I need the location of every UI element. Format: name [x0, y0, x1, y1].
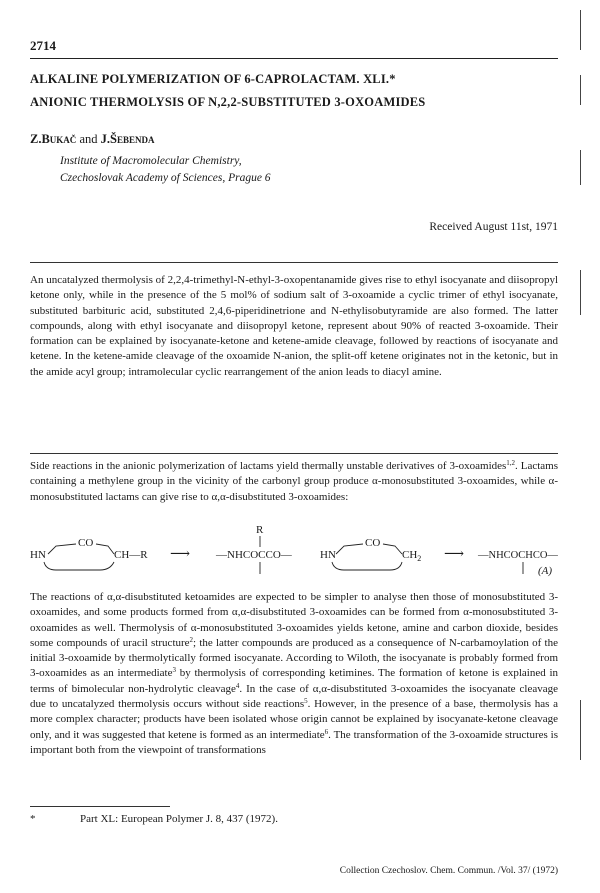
body-text-3: by thermolysis of corresponding ketimines. The formation of ketone is explained in terms of bimolecular non-hydrolytic cleavage	[30, 667, 558, 695]
author-conjunction: and	[76, 132, 101, 146]
received-date: Received August 11st, 1971	[429, 221, 558, 233]
page-number: 2714	[30, 38, 56, 53]
scan-margin-marks	[580, 0, 586, 893]
header-rule	[30, 58, 558, 59]
scheme-hn-1: HN	[30, 549, 46, 561]
scheme-ch2-text: CH	[402, 549, 418, 561]
title-line-2: ANIONIC THERMOLYSIS OF N,2,2-SUBSTITUTED 3-OXOAMIDES	[30, 95, 426, 109]
scheme-hn-2: HN	[320, 549, 336, 561]
author-1: Z.Bukač	[30, 132, 77, 146]
reaction-scheme	[30, 522, 558, 584]
footnote	[30, 813, 278, 825]
intro-paragraph	[30, 459, 558, 505]
ref-6: 6	[324, 727, 329, 736]
body-paragraph	[30, 590, 558, 758]
margin-mark	[580, 75, 581, 105]
margin-mark	[580, 150, 581, 185]
ref-1-2: 1,2	[506, 459, 516, 467]
margin-mark	[580, 700, 581, 760]
body-text-6: . The transformation of the 3-oxoamide structures is important both from the viewpoint of transformations	[30, 728, 558, 756]
abstract-rule-top	[30, 262, 558, 263]
scheme-product-1: —NHCOCCO—	[216, 549, 292, 561]
ring-bond-2	[96, 544, 114, 554]
intro-text-2: . Lactams containing a methylene group in the vicinity of the carbonyl group produce α-monosubstituted 3-oxoamides, while α-monosubstituted lactams can give rise to α,α-disubstituted 3-oxoamides:	[30, 460, 558, 503]
scheme-r-top: R	[256, 524, 264, 536]
intro-text-1: Side reactions in the anionic polymerization of lactams yield thermally unstable derivatives of 3-oxoamides	[30, 460, 507, 472]
scheme-arrow-1: ⟶	[170, 547, 191, 562]
scheme-co-1: CO	[78, 537, 94, 549]
institute-line-2: Czechoslovak Academy of Sciences, Prague 6	[60, 172, 271, 184]
scheme-co-2: CO	[365, 537, 381, 549]
ring-bond-1	[48, 544, 76, 554]
margin-mark	[580, 10, 581, 50]
institute-line-1: Institute of Macromolecular Chemistry,	[60, 155, 242, 167]
journal-citation: Collection Czechoslov. Chem. Commun. /Vol. 37/ (1972)	[339, 866, 558, 876]
margin-mark	[580, 270, 581, 315]
ring-bond-4	[383, 544, 402, 554]
ring-bond-3	[336, 544, 363, 554]
scheme-label: (A)	[538, 565, 553, 577]
body-text-4: . In the case of α,α-disubstituted 3-oxoamides the isocyanate cleavage due to uncatalyzed thermolysis occurs without side reactions	[30, 682, 558, 711]
scheme-arrow-2: ⟶	[444, 547, 465, 562]
footnote-rule	[30, 806, 170, 807]
authors	[30, 132, 154, 147]
ring-bottom-1	[44, 562, 114, 570]
scheme-ch2-subscript: 2	[417, 554, 422, 563]
body-text-1: The reactions of α,α-disubstituted ketoamides are expected to be simpler to analyse then those of monosubstituted 3-oxoamides, and some products formed from α,α-disubstituted 3-oxoamides can be formed from α-monosubstituted 3-oxoamides as well. Thermolysis of α-monosubstituted 3-oxoamides yields ketone, amine and carbon dioxide, besides some compounds of uracil structure	[30, 591, 558, 649]
scheme-ch2	[402, 549, 421, 563]
abstract-rule-bottom	[30, 453, 558, 454]
ref-4: 4	[235, 681, 240, 690]
ring-bottom-2	[332, 562, 402, 570]
body-text-2: ; the latter compounds are produced as a consequence of N-carbamoylation of the initial 3-oxoamide by thermolytically formed isocyanate. According to Wiloth, the isocyanate is probably formed from 3-oxoamides as an intermediate	[30, 636, 558, 680]
footnote-text: Part XL: European Polymer J. 8, 437 (1972).	[80, 813, 278, 825]
title-line-1: ALKALINE POLYMERIZATION OF 6-CAPROLACTAM. XLI.*	[30, 72, 396, 86]
body-text-5: . However, in the presence of a base, thermolysis has a more complex character; products have been isolated whose origin cannot be explained by isocyanate-ketone cleavage only, and it was suggested that ketene is formed as an intermediate	[30, 698, 558, 741]
footnote-marker: *	[30, 813, 36, 825]
ref-5: 5	[304, 697, 308, 706]
ref-3: 3	[172, 666, 176, 675]
scheme-ch-r: CH—R	[114, 549, 148, 561]
abstract: An uncatalyzed thermolysis of 2,2,4-trimethyl-N-ethyl-3-oxopentanamide gives rise to ethyl isocyanate and diisopropyl ketone only, while in the presence of the 5 mol% of sodium salt of 3-oxoamide a cyclic trimer of ethyl isocyanate, substituted barbituric acid, substituted 2,4,6-piperidinetrione and N-ethylisobutyramide are also formed. The latter compounds, along with ethyl isocyanate and diisopropyl ketone, represent about 90% of reacted 3-oxoamide. Their formation can be explained by isocyanate-ketone and ketene-amide cleavage, followed by reactions of isocyanate and ketene. In the ketene-amide cleavage of the oxoamide N-anion, the split-off ketene originates not in the ketonic, but in the amide acyl group; intramolecular cyclic rearrangement of the anion leads to diacyl amine.	[30, 274, 558, 378]
author-2: J.Šebenda	[100, 132, 155, 146]
journal-page	[30, 0, 560, 893]
scheme-product-2: —NHCOCHCO—	[478, 550, 558, 561]
ref-2: 2	[189, 635, 194, 644]
